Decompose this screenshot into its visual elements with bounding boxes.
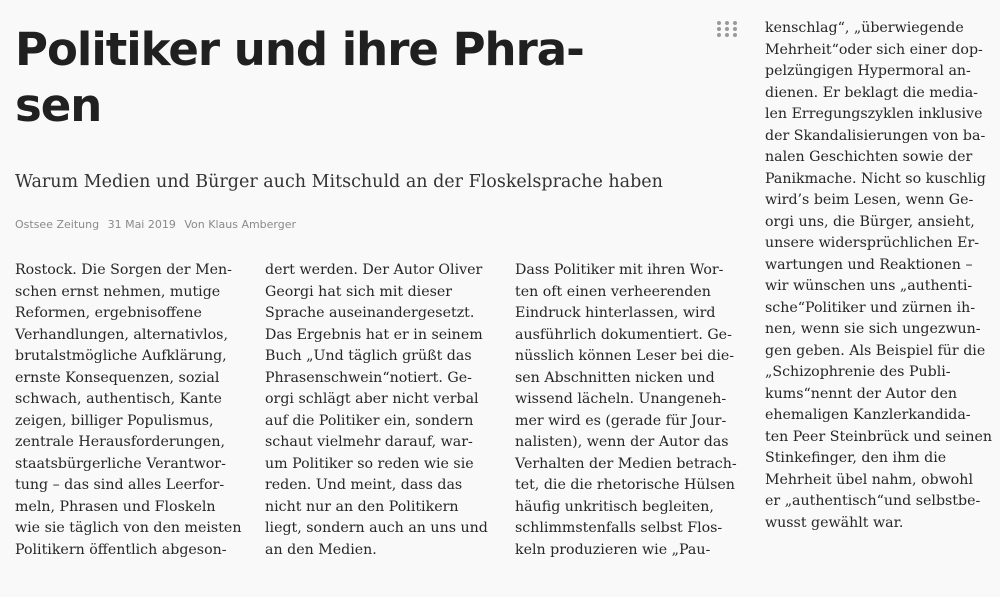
text-line: er „authentisch“und selbstbe- bbox=[765, 493, 981, 509]
article-meta bbox=[15, 218, 301, 232]
text-line: dert werden. Der Autor Oliver bbox=[265, 262, 483, 278]
text-line: orgi uns, die Bürger, ansieht, bbox=[765, 213, 975, 230]
text-line: kenschlag“, „überwiegende bbox=[765, 20, 964, 36]
text-line: tung – das sind alles Leerfor- bbox=[15, 477, 225, 493]
text-line: schlimmstenfalls selbst Flos- bbox=[515, 520, 723, 536]
text-line: wir wünschen uns „authenti- bbox=[765, 278, 973, 294]
text-line: Dass Politiker mit ihren Wor- bbox=[515, 262, 724, 278]
text-line: nalen Geschichten sowie der bbox=[765, 149, 973, 165]
text-line: Rostock. Die Sorgen der Men- bbox=[15, 262, 232, 278]
text-line: Das Ergebnis hat er in seinem bbox=[265, 326, 483, 343]
text-line: orgi schlägt aber nicht verbal bbox=[265, 391, 479, 407]
text-line: Eindruck hinterlassen, wird bbox=[515, 305, 716, 321]
text-line: Reformen, ergebnisoffene bbox=[15, 305, 202, 321]
text-line: wie sie täglich von den meisten bbox=[15, 520, 242, 536]
text-line: der Skandalisierungen von ba- bbox=[765, 127, 986, 144]
article-column-1 bbox=[15, 260, 245, 561]
text-line: Politikern öffentlich abgeson- bbox=[15, 541, 227, 558]
text-line: brutalstmögliche Aufklärung, bbox=[15, 348, 227, 364]
text-line: tet, die die rhetorische Hülsen bbox=[515, 477, 735, 493]
text-line: Sprache auseinandergesetzt. bbox=[265, 305, 475, 321]
text-line: häufig unkritisch begleiten, bbox=[515, 498, 714, 515]
text-line: kums“nennt der Autor den bbox=[765, 385, 958, 402]
meta-date: 31 Mai 2019 bbox=[107, 218, 176, 231]
text-line: meln, Phrasen und Floskeln bbox=[15, 498, 216, 515]
text-line: nicht nur an den Politikern bbox=[265, 498, 459, 515]
text-line: len Erregungszyklen inklusive bbox=[765, 106, 983, 122]
text-line: Panikmache. Nicht so kuschlig bbox=[765, 170, 986, 187]
text-line: wissend lächeln. Unangeneh- bbox=[515, 391, 727, 407]
text-line: reden. Und meint, dass das bbox=[265, 477, 463, 493]
text-line: dienen. Er beklagt die media- bbox=[765, 84, 978, 101]
text-line: ehemaligen Kanzlerkandida- bbox=[765, 407, 971, 423]
text-line: Georgi hat sich mit dieser bbox=[265, 283, 453, 300]
text-line: Mehrheit“oder sich einer dop- bbox=[765, 41, 983, 58]
text-line: Mehrheit übel nahm, obwohl bbox=[765, 471, 973, 488]
text-line: liegt, sondern auch an uns und bbox=[265, 520, 488, 536]
article-column-3 bbox=[515, 260, 745, 561]
text-line: Stinkefinger, den ihm die bbox=[765, 450, 947, 466]
text-line: Buch „Und täglich grüßt das bbox=[265, 348, 472, 364]
text-line: schaut vielmehr darauf, war- bbox=[265, 434, 473, 450]
text-line: keln produzieren wie „Pau- bbox=[515, 541, 711, 558]
text-line: sche“Politiker und zürnen ih- bbox=[765, 299, 976, 316]
article-title: Politiker und ihre Phra- sen bbox=[15, 23, 584, 132]
text-line: staatsbürgerliche Verantwor- bbox=[15, 455, 226, 472]
text-line: Verhandlungen, alternativlos, bbox=[15, 326, 228, 343]
text-line: sen Abschnitten nicken und bbox=[515, 369, 715, 386]
text-line: auf die Politiker ein, sondern bbox=[265, 412, 474, 429]
meta-source: Ostsee Zeitung bbox=[15, 218, 100, 231]
text-line: unsere widersprüchlichen Er- bbox=[765, 235, 980, 251]
drag-handle-icon[interactable] bbox=[716, 20, 738, 38]
text-line: ten oft einen verheerenden bbox=[515, 283, 711, 300]
text-line: wartungen und Reaktionen – bbox=[765, 256, 973, 273]
text-line: „Schizophrenie des Publi- bbox=[765, 364, 951, 380]
text-line: ten Peer Steinbrück und seinen bbox=[765, 428, 993, 445]
text-line: ausführlich dokumentiert. Ge- bbox=[515, 326, 732, 343]
meta-author: Von Klaus Amberger bbox=[184, 218, 297, 231]
text-line: zentrale Herausforderungen, bbox=[15, 434, 226, 450]
article-subtitle: Warum Medien und Bürger auch Mitschuld an der Floskelsprache haben bbox=[15, 172, 663, 192]
text-line: wird’s beim Lesen, wenn Ge- bbox=[765, 192, 974, 208]
text-line: schwach, authentisch, Kante bbox=[15, 391, 222, 407]
text-line: schen ernst nehmen, mutige bbox=[15, 283, 221, 300]
text-line: nalisten), wenn der Autor das bbox=[515, 434, 729, 450]
article-column-4 bbox=[765, 18, 995, 534]
text-line: ernste Konsequenzen, sozial bbox=[15, 369, 220, 386]
text-line: mer wird es (gerade für Jour- bbox=[515, 412, 727, 429]
text-line: gen geben. Als Beispiel für die bbox=[765, 342, 986, 359]
text-line: nen, wenn sie sich ungezwun- bbox=[765, 321, 981, 337]
text-line: zeigen, billiger Populismus, bbox=[15, 412, 214, 429]
text-line: an den Medien. bbox=[265, 541, 377, 558]
text-line: um Politiker so reden wie sie bbox=[265, 455, 474, 472]
text-line: Phrasenschwein“notiert. Ge- bbox=[265, 369, 472, 386]
text-line: pelzüngigen Hypermoral an- bbox=[765, 63, 971, 79]
text-line: wusst gewählt war. bbox=[765, 514, 904, 531]
text-line: Verhalten der Medien betrach- bbox=[515, 455, 737, 472]
article-column-2 bbox=[265, 260, 495, 561]
text-line: nüsslich können Leser bei die- bbox=[515, 348, 735, 364]
